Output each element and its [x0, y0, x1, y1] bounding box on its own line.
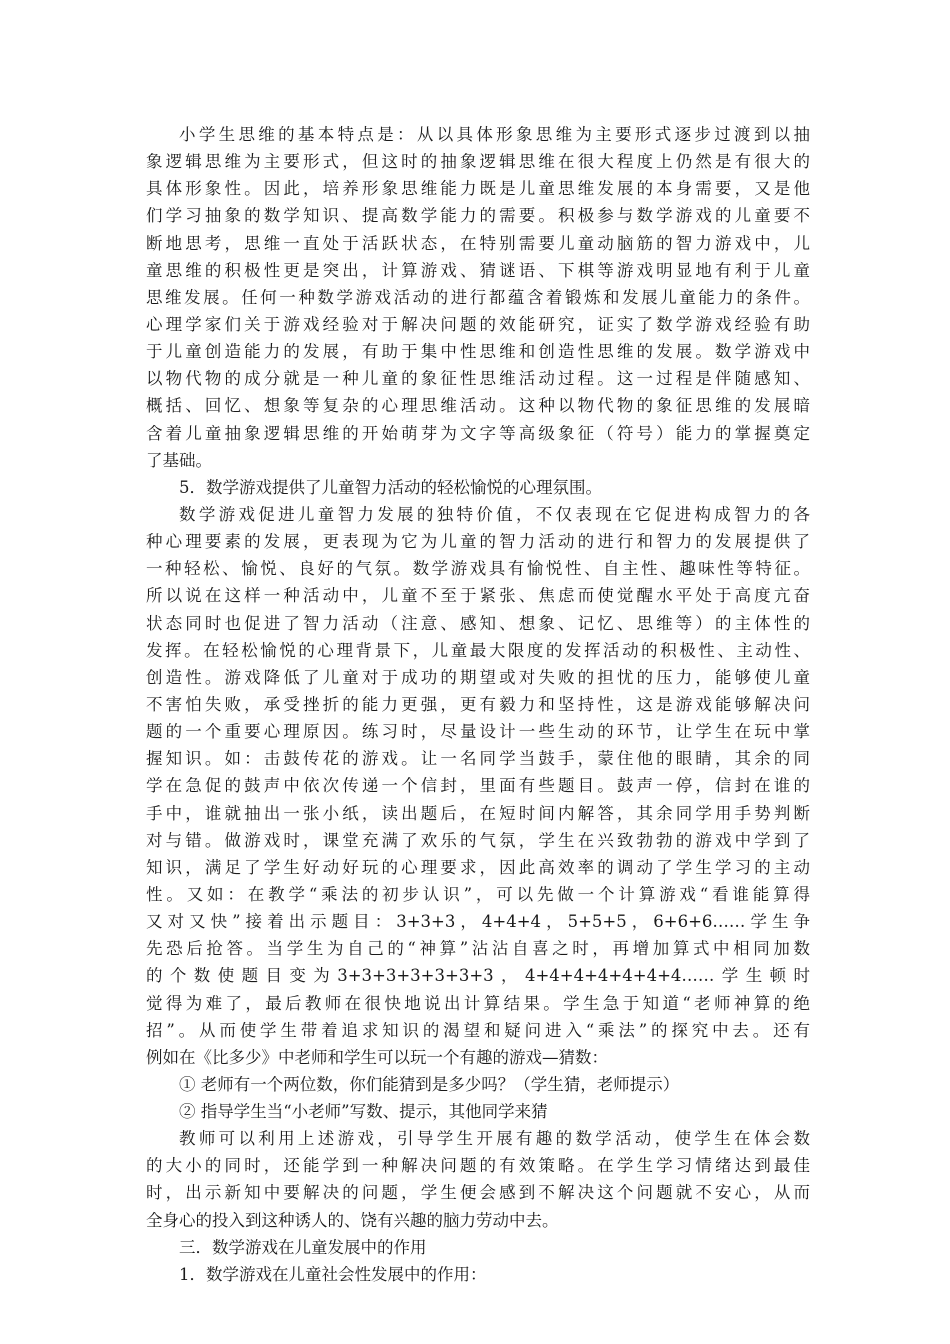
text-line: 童思维的积极性更是突出，计算游戏、猜谜语、下棋等游戏明显地有利于儿童 — [146, 260, 810, 280]
text-line: 握知识。如：击鼓传花的游戏。让一名同学当鼓手，蒙住他的眼睛，其余的同 — [146, 749, 810, 769]
text-line: 学在急促的鼓声中依次传递一个信封，里面有些题目。鼓声一停，信封在谁的 — [146, 776, 810, 796]
text-line: 状态同时也促进了智力活动（注意、感知、想象、记忆、思维等）的主体性的 — [146, 613, 810, 633]
text-line: 含着儿童抽象逻辑思维的开始萌芽为文字等高级象征（符号）能力的掌握奠定 — [146, 423, 810, 443]
text-line: 例如在《比多少》中老师和学生可以玩一个有趣的游戏—猜数： — [146, 1047, 608, 1067]
text-line: 发挥。在轻松愉悦的心理背景下，儿童最大限度的发挥活动的积极性、主动性、 — [146, 640, 810, 660]
text-line: 1．数学游戏在儿童社会性发展中的作用： — [179, 1264, 487, 1284]
text-line: 又对又快”接着出示题目：3+3+3，4+4+4，5+5+5，6+6+6……学生争 — [146, 912, 810, 932]
text-line: 了基础。 — [146, 450, 212, 470]
text-line: 心理学家们关于游戏经验对于解决问题的效能研究，证实了数学游戏经验有助 — [146, 314, 810, 334]
text-line: 一种轻松、愉悦、良好的气氛。数学游戏具有愉悦性、自主性、趣味性等特征。 — [146, 559, 810, 579]
text-line: ① 老师有一个两位数，你们能猜到是多少吗？（学生猜，老师提示） — [179, 1074, 680, 1094]
text-line: 对与错。做游戏时，课堂充满了欢乐的气氛，学生在兴致勃勃的游戏中学到了 — [146, 830, 810, 850]
text-line: 先恐后抢答。当学生为自己的“神算”沾沾自喜之时，再增加算式中相同加数 — [146, 939, 810, 959]
text-line: 的大小的同时，还能学到一种解决问题的有效策略。在学生学习情绪达到最佳 — [146, 1156, 810, 1176]
text-line: 三．数学游戏在儿童发展中的作用 — [179, 1237, 427, 1257]
text-line: 断地思考，思维一直处于活跃状态，在特别需要儿童动脑筋的智力游戏中，儿 — [146, 233, 810, 253]
text-line: 全身心的投入到这种诱人的、饶有兴趣的脑力劳动中去。 — [146, 1210, 559, 1230]
text-line: 于儿童创造能力的发展，有助于集中性思维和创造性思维的发展。数学游戏中 — [146, 342, 810, 362]
text-line: 以物代物的成分就是一种儿童的象征性思维活动过程。这一过程是伴随感知、 — [146, 369, 810, 389]
document-body — [146, 121, 810, 1288]
text-line: 的个数使题目变为3+3+3+3+3+3+3，4+4+4+4+4+4+4……学生顿时 — [146, 966, 810, 986]
text-line: 思维发展。任何一种数学游戏活动的进行都蕴含着锻炼和发展儿童能力的条件。 — [146, 287, 810, 307]
text-line: 时，出示新知中要解决的问题，学生便会感到不解决这个问题就不安心，从而 — [146, 1183, 810, 1203]
text-line: 招”。从而使学生带着追求知识的渴望和疑问进入“乘法”的探究中去。还有 — [146, 1020, 810, 1040]
text-line: 数学游戏促进儿童智力发展的独特价值，不仅表现在它促进构成智力的各 — [179, 504, 810, 524]
text-line: 小学生思维的基本特点是：从以具体形象思维为主要形式逐步过渡到以抽 — [179, 125, 810, 144]
text-line: 觉得为难了，最后教师在很快地说出计算结果。学生急于知道“老师神算的绝 — [146, 993, 810, 1013]
text-line: 象逻辑思维为主要形式，但这时的抽象逻辑思维在很大程度上仍然是有很大的 — [146, 152, 810, 172]
text-line: 教师可以利用上述游戏，引导学生开展有趣的数学活动，使学生在体会数 — [179, 1129, 810, 1149]
text-line: 性。又如：在教学“乘法的初步认识”，可以先做一个计算游戏“看谁能算得 — [146, 884, 810, 904]
text-line: 种心理要素的发展，更表现为它为儿童的智力活动的进行和智力的发展提供了 — [146, 532, 810, 552]
text-line: 题的一个重要心理原因。练习时，尽量设计一些生动的环节，让学生在玩中掌 — [146, 722, 810, 742]
text-line: 所以说在这样一种活动中，儿童不至于紧张、焦虑而使觉醒水平处于高度亢奋 — [146, 586, 810, 606]
text-line: 创造性。游戏降低了儿童对于成功的期望或对失败的担忧的压力，能够使儿童 — [146, 667, 810, 687]
text-line: 们学习抽象的数学知识、提高数学能力的需要。积极参与数学游戏的儿童要不 — [146, 206, 810, 226]
text-line: 5．数学游戏提供了儿童智力活动的轻松愉悦的心理氛围。 — [179, 477, 602, 497]
text-line: ② 指导学生当“小老师”写数、提示，其他同学来猜 — [179, 1102, 548, 1122]
text-line: 具体形象性。因此，培养形象思维能力既是儿童思维发展的本身需要，又是他 — [146, 179, 810, 199]
text-line: 手中，谁就抽出一张小纸，读出题后，在短时间内解答，其余同学用手势判断 — [146, 803, 810, 823]
text-line: 不害怕失败，承受挫折的能力更强，更有毅力和坚持性，这是游戏能够解决问 — [146, 694, 810, 714]
text-line: 知识，满足了学生好动好玩的心理要求，因此高效率的调动了学生学习的主动 — [146, 857, 810, 877]
text-line: 概括、回忆、想象等复杂的心理思维活动。这种以物代物的象征思维的发展暗 — [146, 396, 810, 416]
